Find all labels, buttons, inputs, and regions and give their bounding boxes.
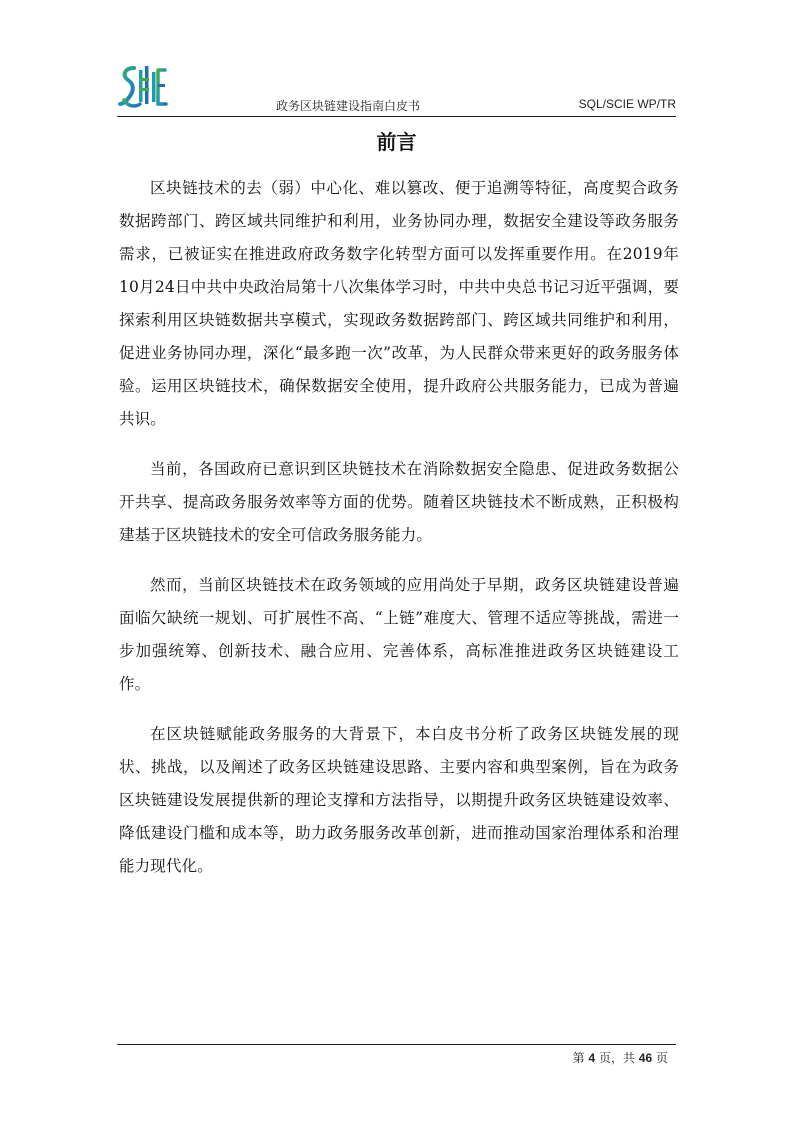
paragraph-1: 区块链技术的去（弱）中心化、难以篡改、便于追溯等特征，高度契合政务数据跨部门、跨区域共同维护和利用，业务协同办理，数据安全建设等政务服务需求，已被证实在推进政府政务数字化转型方面可以发挥重要作用。在2019年10月24日中共中央政治局第十八次集体学习时，中共中央总书记习近平强调，要探索利用区块链数据共享模式，实现政务数据跨部门、跨区域共同维护和利用，促进业务协同办理，深化“最多跑一次”改革，为人民群众带来更好的政务服务体验。运用区块链技术，确保数据安全使用，提升政府公共服务能力，已成为普遍共识。: [119, 179, 679, 428]
paragraph-4: 在区块链赋能政务服务的大背景下，本白皮书分析了政务区块链发展的现状、挑战，以及阐述了政务区块链建设思路、主要内容和典型案例，旨在为政务区块链建设发展提供新的理论支撑和方法指导，以期提升政务区块链建设效率、降低建设门槛和成本等，助力政务服务改革创新，进而推动国家治理体系和治理能力现代化。: [119, 725, 679, 875]
paragraph-3: 然而，当前区块链技术在政务领域的应用尚处于早期，政务区块链建设普遍面临欠缺统一规划、可扩展性不高、“上链”难度大、管理不适应等挑战，需进一步加强统筹、创新技术、融合应用、完善体系，高标准推进政务区块链建设工作。: [119, 576, 679, 693]
scie-logo: [118, 60, 170, 112]
footer-divider: [117, 1044, 676, 1045]
paragraph-2: 当前，各国政府已意识到区块链技术在消除数据安全隐患、促进政务数据公开共享、提高政务服务效率等方面的优势。随着区块链技术不断成熟，正积极构建基于区块链技术的安全可信政务服务能力。: [119, 460, 679, 544]
body-text: [119, 172, 679, 900]
page-number: [573, 1049, 668, 1066]
page-title: 前言: [376, 130, 417, 154]
header-doc-title: 政务区块链建设指南白皮书: [276, 99, 421, 113]
header-divider: [117, 116, 676, 117]
total-pages: 46: [638, 1051, 653, 1065]
page-middle: 页，共: [598, 1051, 635, 1065]
current-page: 4: [588, 1051, 596, 1065]
page-prefix: 第: [572, 1051, 585, 1065]
header-doc-code: SQL/SCIE WP/TR: [578, 97, 676, 111]
page-suffix: 页: [655, 1051, 668, 1065]
